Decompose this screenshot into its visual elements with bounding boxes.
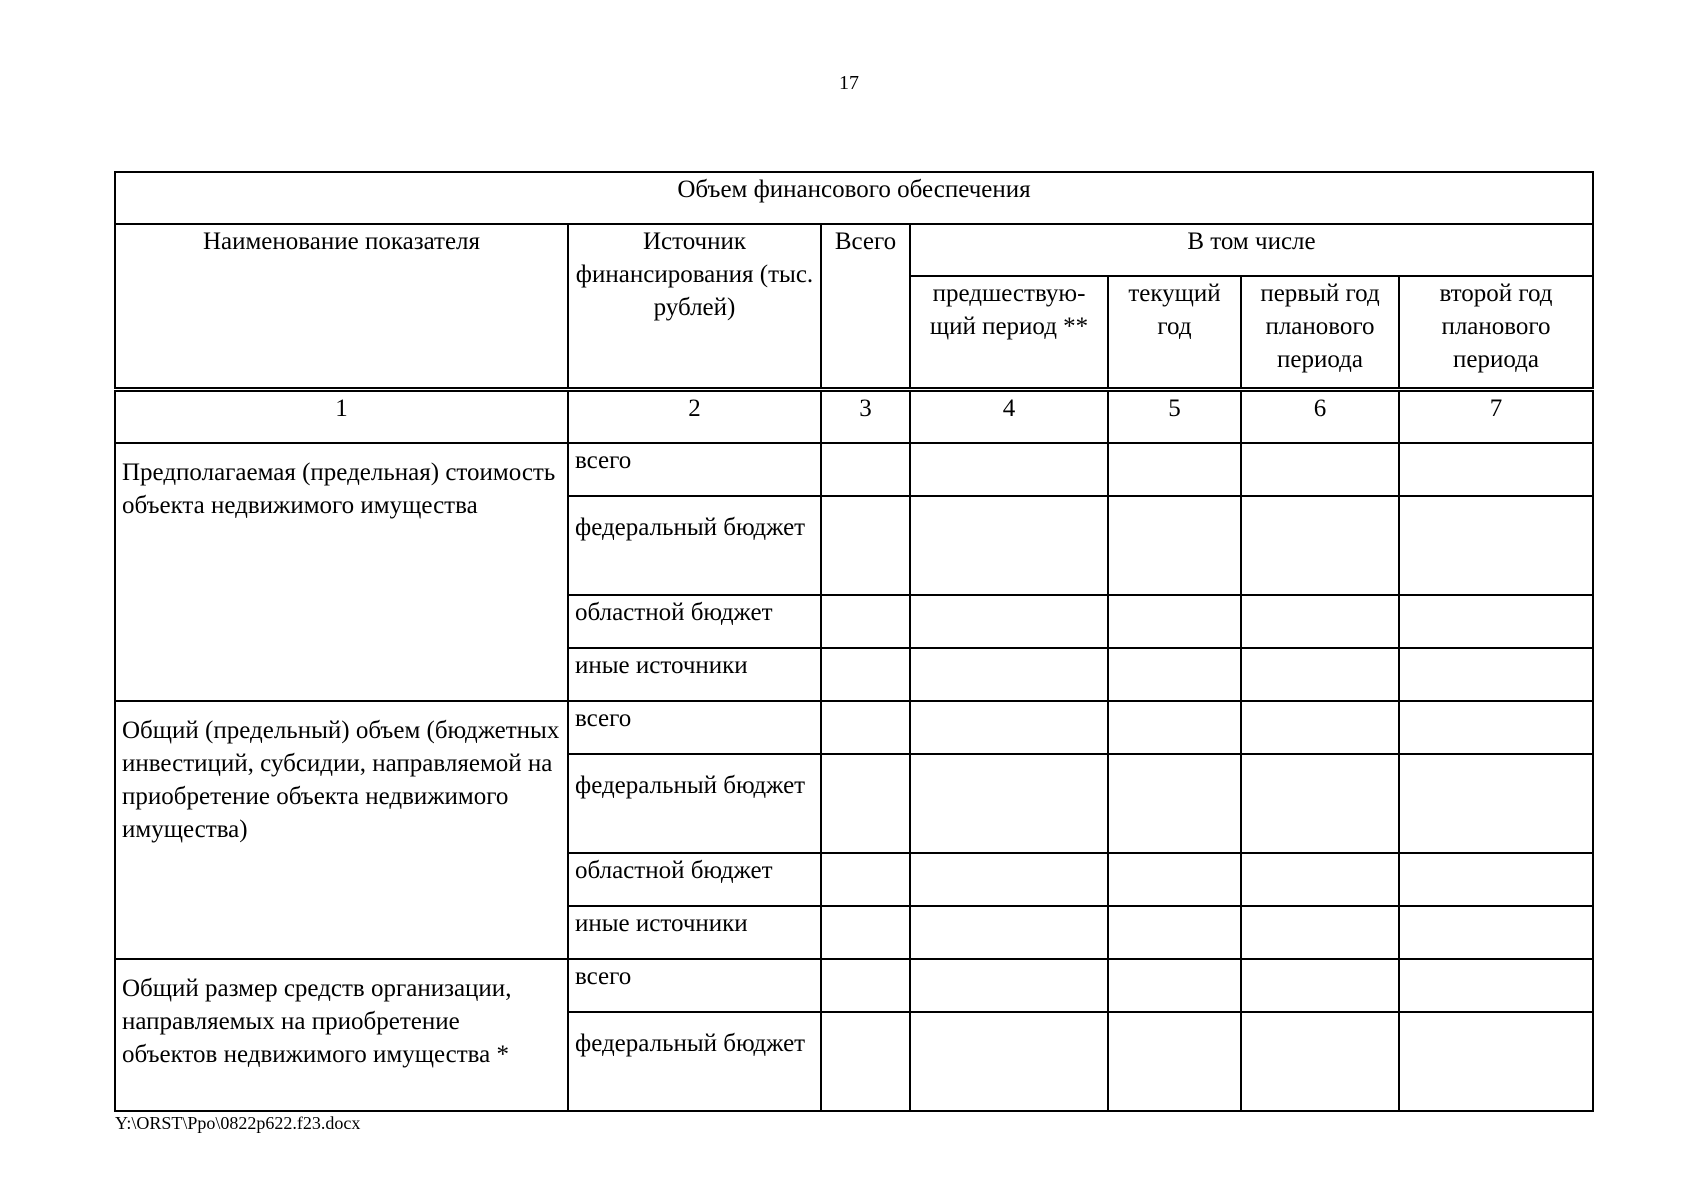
value-cell-total[interactable] — [821, 496, 910, 595]
header-current-year: текущий год — [1108, 276, 1241, 390]
value-cell-total[interactable] — [821, 443, 910, 496]
value-cell-second-plan[interactable] — [1399, 906, 1593, 959]
value-cell-second-plan[interactable] — [1399, 443, 1593, 496]
value-cell-current[interactable] — [1108, 959, 1241, 1012]
table-title: Объем финансового обеспечения — [115, 172, 1593, 224]
value-cell-current[interactable] — [1108, 754, 1241, 853]
value-cell-previous[interactable] — [910, 1012, 1108, 1111]
indicator-name: Общий размер средств организации, направляемых на приобретение объектов недвижимого имущества * — [115, 959, 568, 1111]
column-number: 4 — [910, 390, 1108, 444]
header-name: Наименование показателя — [115, 224, 568, 390]
value-cell-first-plan[interactable] — [1241, 853, 1399, 906]
funding-source: всего — [568, 701, 821, 754]
header-total: Всего — [821, 224, 910, 390]
value-cell-first-plan[interactable] — [1241, 959, 1399, 1012]
column-number: 1 — [115, 390, 568, 444]
funding-source: иные источники — [568, 648, 821, 701]
value-cell-first-plan[interactable] — [1241, 701, 1399, 754]
header-row — [115, 224, 1593, 276]
value-cell-current[interactable] — [1108, 595, 1241, 648]
value-cell-previous[interactable] — [910, 496, 1108, 595]
value-cell-second-plan[interactable] — [1399, 959, 1593, 1012]
funding-source: иные источники — [568, 906, 821, 959]
value-cell-current[interactable] — [1108, 1012, 1241, 1111]
column-number: 5 — [1108, 390, 1241, 444]
value-cell-first-plan[interactable] — [1241, 906, 1399, 959]
funding-source: федеральный бюджет — [568, 754, 821, 853]
column-numbers-row — [115, 390, 1593, 444]
value-cell-second-plan[interactable] — [1399, 496, 1593, 595]
value-cell-first-plan[interactable] — [1241, 443, 1399, 496]
value-cell-second-plan[interactable] — [1399, 595, 1593, 648]
column-number: 2 — [568, 390, 821, 444]
value-cell-second-plan[interactable] — [1399, 1012, 1593, 1111]
value-cell-total[interactable] — [821, 701, 910, 754]
column-number: 7 — [1399, 390, 1593, 444]
financial-support-table — [114, 171, 1594, 1112]
value-cell-total[interactable] — [821, 853, 910, 906]
value-cell-total[interactable] — [821, 906, 910, 959]
column-number: 6 — [1241, 390, 1399, 444]
table-row — [115, 701, 1593, 754]
header-including: В том числе — [910, 224, 1593, 276]
value-cell-first-plan[interactable] — [1241, 754, 1399, 853]
header-second-plan-year: второй год планового периода — [1399, 276, 1593, 390]
value-cell-second-plan[interactable] — [1399, 701, 1593, 754]
value-cell-first-plan[interactable] — [1241, 648, 1399, 701]
header-previous-period: предшествую-щий период ** — [910, 276, 1108, 390]
value-cell-previous[interactable] — [910, 595, 1108, 648]
value-cell-previous[interactable] — [910, 648, 1108, 701]
value-cell-current[interactable] — [1108, 443, 1241, 496]
value-cell-previous[interactable] — [910, 853, 1108, 906]
value-cell-current[interactable] — [1108, 648, 1241, 701]
value-cell-first-plan[interactable] — [1241, 595, 1399, 648]
value-cell-second-plan[interactable] — [1399, 754, 1593, 853]
indicator-name: Общий (предельный) объем (бюджетных инвестиций, субсидии, направляемой на приобретение объекта недвижимого имущества) — [115, 701, 568, 959]
value-cell-current[interactable] — [1108, 853, 1241, 906]
value-cell-total[interactable] — [821, 754, 910, 853]
footer-file-path: Y:\ORST\Ppo\0822p622.f23.docx — [115, 1113, 361, 1133]
value-cell-current[interactable] — [1108, 906, 1241, 959]
value-cell-previous[interactable] — [910, 959, 1108, 1012]
indicator-name: Предполагаемая (предельная) стоимость объекта недвижимого имущества — [115, 443, 568, 701]
value-cell-previous[interactable] — [910, 443, 1108, 496]
funding-source: всего — [568, 959, 821, 1012]
value-cell-previous[interactable] — [910, 906, 1108, 959]
value-cell-first-plan[interactable] — [1241, 496, 1399, 595]
value-cell-first-plan[interactable] — [1241, 1012, 1399, 1111]
value-cell-second-plan[interactable] — [1399, 648, 1593, 701]
value-cell-current[interactable] — [1108, 701, 1241, 754]
value-cell-previous[interactable] — [910, 701, 1108, 754]
value-cell-previous[interactable] — [910, 754, 1108, 853]
funding-source: федеральный бюджет — [568, 496, 821, 595]
table-row — [115, 959, 1593, 1012]
funding-source: федеральный бюджет — [568, 1012, 821, 1111]
table-title-row — [115, 172, 1593, 224]
funding-source: областной бюджет — [568, 853, 821, 906]
value-cell-total[interactable] — [821, 1012, 910, 1111]
value-cell-total[interactable] — [821, 648, 910, 701]
funding-source: всего — [568, 443, 821, 496]
value-cell-total[interactable] — [821, 959, 910, 1012]
value-cell-current[interactable] — [1108, 496, 1241, 595]
column-number: 3 — [821, 390, 910, 444]
value-cell-total[interactable] — [821, 595, 910, 648]
header-first-plan-year: первый год планового периода — [1241, 276, 1399, 390]
page-number: 17 — [839, 72, 859, 94]
funding-source: областной бюджет — [568, 595, 821, 648]
value-cell-second-plan[interactable] — [1399, 853, 1593, 906]
header-source: Источник финансирования (тыс. рублей) — [568, 224, 821, 390]
table-row — [115, 443, 1593, 496]
